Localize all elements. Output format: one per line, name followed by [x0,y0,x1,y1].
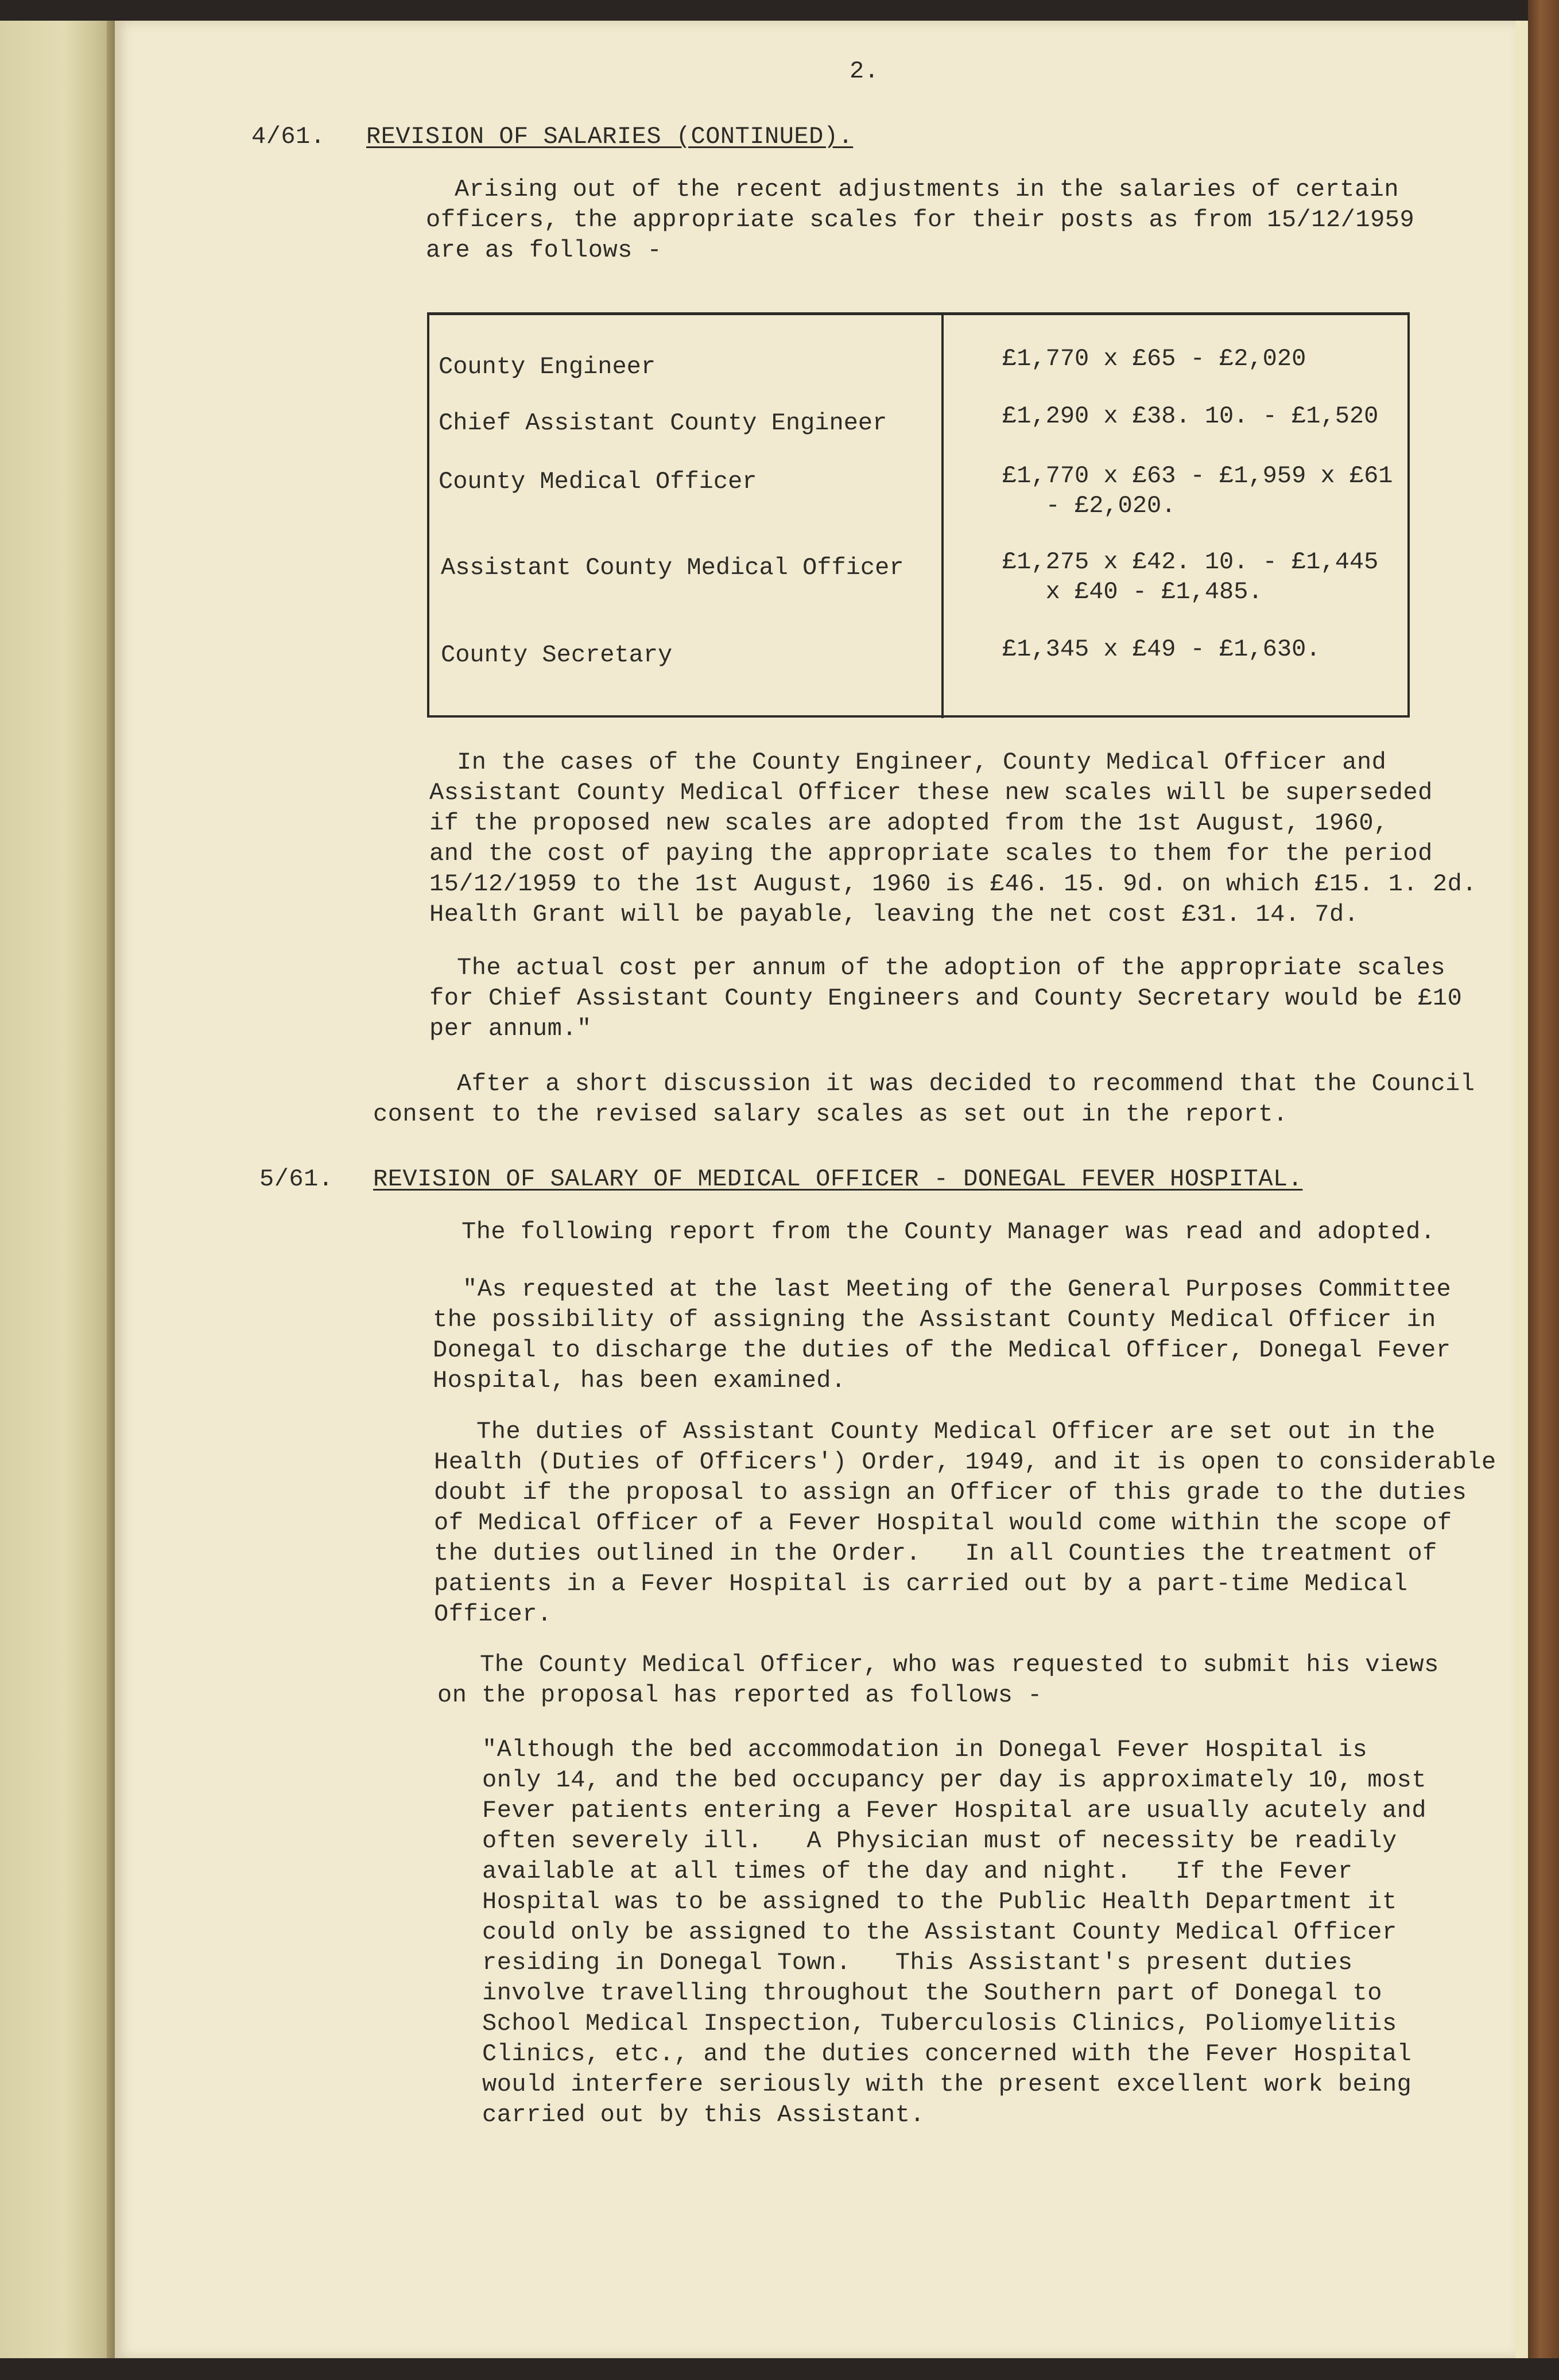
text-line: In the cases of the County Engineer, County Medical Officer and [457,749,1387,776]
paragraph-cost [429,953,1463,1044]
text-line: often severely ill. A Physician must of necessity be readily [482,1827,1397,1855]
text-line: patients in a Fever Hospital is carried out by a part-time Medical [434,1570,1408,1598]
text-line: Assistant County Medical Officer these new scales will be superseded [429,779,1433,807]
text-line: "Although the bed accommodation in Donegal Fever Hospital is [482,1736,1368,1763]
text-line: consent to the revised salary scales as set out in the report. [373,1100,1288,1128]
intro-paragraph [426,175,1415,266]
text-line: School Medical Inspection, Tuberculosis Clinics, Poliomyelitis [482,2010,1397,2037]
text-line: Health Grant will be payable, leaving the net cost £31. 14. 7d. [429,901,1359,928]
table-post: County Medical Officer [439,468,757,495]
text-line: The following report from the County Manager was read and adopted. [462,1218,1436,1246]
text-line: Donegal to discharge the duties of the Medical Officer, Donegal Fever [433,1336,1451,1364]
text-line: Hospital, has been examined. [433,1367,846,1394]
intro-line: officers, the appropriate scales for their posts as from 15/12/1959 [426,206,1415,234]
text-line: residing in Donegal Town. This Assistant's present duties [482,1949,1353,1976]
text-line: Health (Duties of Officers') Order, 1949, and it is open to considerable [434,1448,1496,1476]
item-heading-4: REVISION OF SALARIES (CONTINUED). [366,123,854,150]
paragraph-requested [433,1274,1452,1396]
text-line: available at all times of the day and night. If the Fever [482,1858,1353,1885]
text-line: Clinics, etc., and the duties concerned with the Fever Hospital [482,2040,1412,2068]
text-line: Fever patients entering a Fever Hospital are usually acutely and [482,1797,1427,1824]
table-scale-line: £1,770 x £65 - £2,020 [1002,345,1306,373]
paragraph-quote [482,1735,1426,2130]
table-scale [1002,461,1415,521]
table-scale [1002,344,1415,374]
text-line: would interfere seriously with the present excellent work being [482,2071,1412,2098]
text-line: and the cost of paying the appropriate scales to them for the period [429,840,1433,867]
item-heading-5: REVISION OF SALARY OF MEDICAL OFFICER - DONEGAL FEVER HOSPITAL. [373,1165,1303,1193]
table-scale [1002,547,1415,607]
binding-strip [0,21,115,2358]
paragraph-duties [434,1417,1496,1630]
scan-border-right [1528,0,1559,2380]
intro-line: Arising out of the recent adjustments in the salaries of certain [455,176,1399,203]
text-line: carried out by this Assistant. [482,2101,925,2129]
text-line: The County Medical Officer, who was requested to submit his views [480,1651,1439,1679]
text-line: per annum." [429,1015,592,1042]
table-scale-line: - £2,020. [1002,492,1176,520]
page-edge-strip [1515,21,1528,2358]
text-line: if the proposed new scales are adopted from the 1st August, 1960, [429,809,1389,837]
text-line: on the proposal has reported as follows - [437,1681,1042,1709]
item-number-4: 4/61. [251,123,325,150]
table-column-divider [941,313,944,718]
scan-border-bottom [0,2358,1559,2380]
binding-edge [107,21,115,2358]
text-line: 15/12/1959 to the 1st August, 1960 is £46. 15. 9d. on which £15. 1. 2d. [429,870,1477,898]
table-post: Chief Assistant County Engineer [439,409,887,437]
text-line: the duties outlined in the Order. In all Counties the treatment of [434,1540,1437,1567]
paragraph-cmo [437,1650,1439,1711]
text-line: for Chief Assistant County Engineers and County Secretary would be £10 [429,984,1463,1012]
text-line: Officer. [434,1600,552,1628]
table-scale-line: £1,345 x £49 - £1,630. [1002,635,1321,663]
text-line: After a short discussion it was decided to recommend that the Council [457,1070,1475,1098]
paragraph-cases [429,747,1477,930]
text-line: doubt if the proposal to assign an Officer of this grade to the duties [434,1479,1467,1506]
intro-line: are as follows - [426,237,662,264]
table-scale-line: £1,290 x £38. 10. - £1,520 [1002,402,1379,430]
page-number: 2. [850,57,879,85]
salary-scales-table [427,312,1410,718]
paragraph-decision [373,1069,1475,1130]
table-scale-line: x £40 - £1,485. [1002,578,1263,606]
text-line: the possibility of assigning the Assistant County Medical Officer in [433,1306,1436,1334]
text-line: only 14, and the bed occupancy per day is approximately 10, most [482,1766,1427,1794]
table-scale [1002,634,1415,664]
text-line: could only be assigned to the Assistant County Medical Officer [482,1918,1397,1946]
item-number-5: 5/61. [259,1165,333,1193]
text-line: "As requested at the last Meeting of the General Purposes Committee [463,1276,1452,1303]
table-scale-line: £1,275 x £42. 10. - £1,445 [1002,548,1379,576]
text-line: of Medical Officer of a Fever Hospital would come within the scope of [434,1509,1452,1537]
table-scale [1002,401,1415,431]
text-line: involve travelling throughout the Southern part of Donegal to [482,1979,1382,2007]
text-line: Hospital was to be assigned to the Public Health Department it [482,1888,1397,1916]
text-line: The actual cost per annum of the adoption of the appropriate scales [457,954,1446,982]
table-post: Assistant County Medical Officer [441,554,904,582]
scan-border-top [0,0,1559,21]
table-scale-line: £1,770 x £63 - £1,959 x £61 [1002,462,1393,490]
paragraph-report [462,1217,1435,1247]
table-post: County Secretary [441,641,673,669]
text-line: The duties of Assistant County Medical Officer are set out in the [476,1418,1436,1445]
table-post: County Engineer [439,353,656,381]
